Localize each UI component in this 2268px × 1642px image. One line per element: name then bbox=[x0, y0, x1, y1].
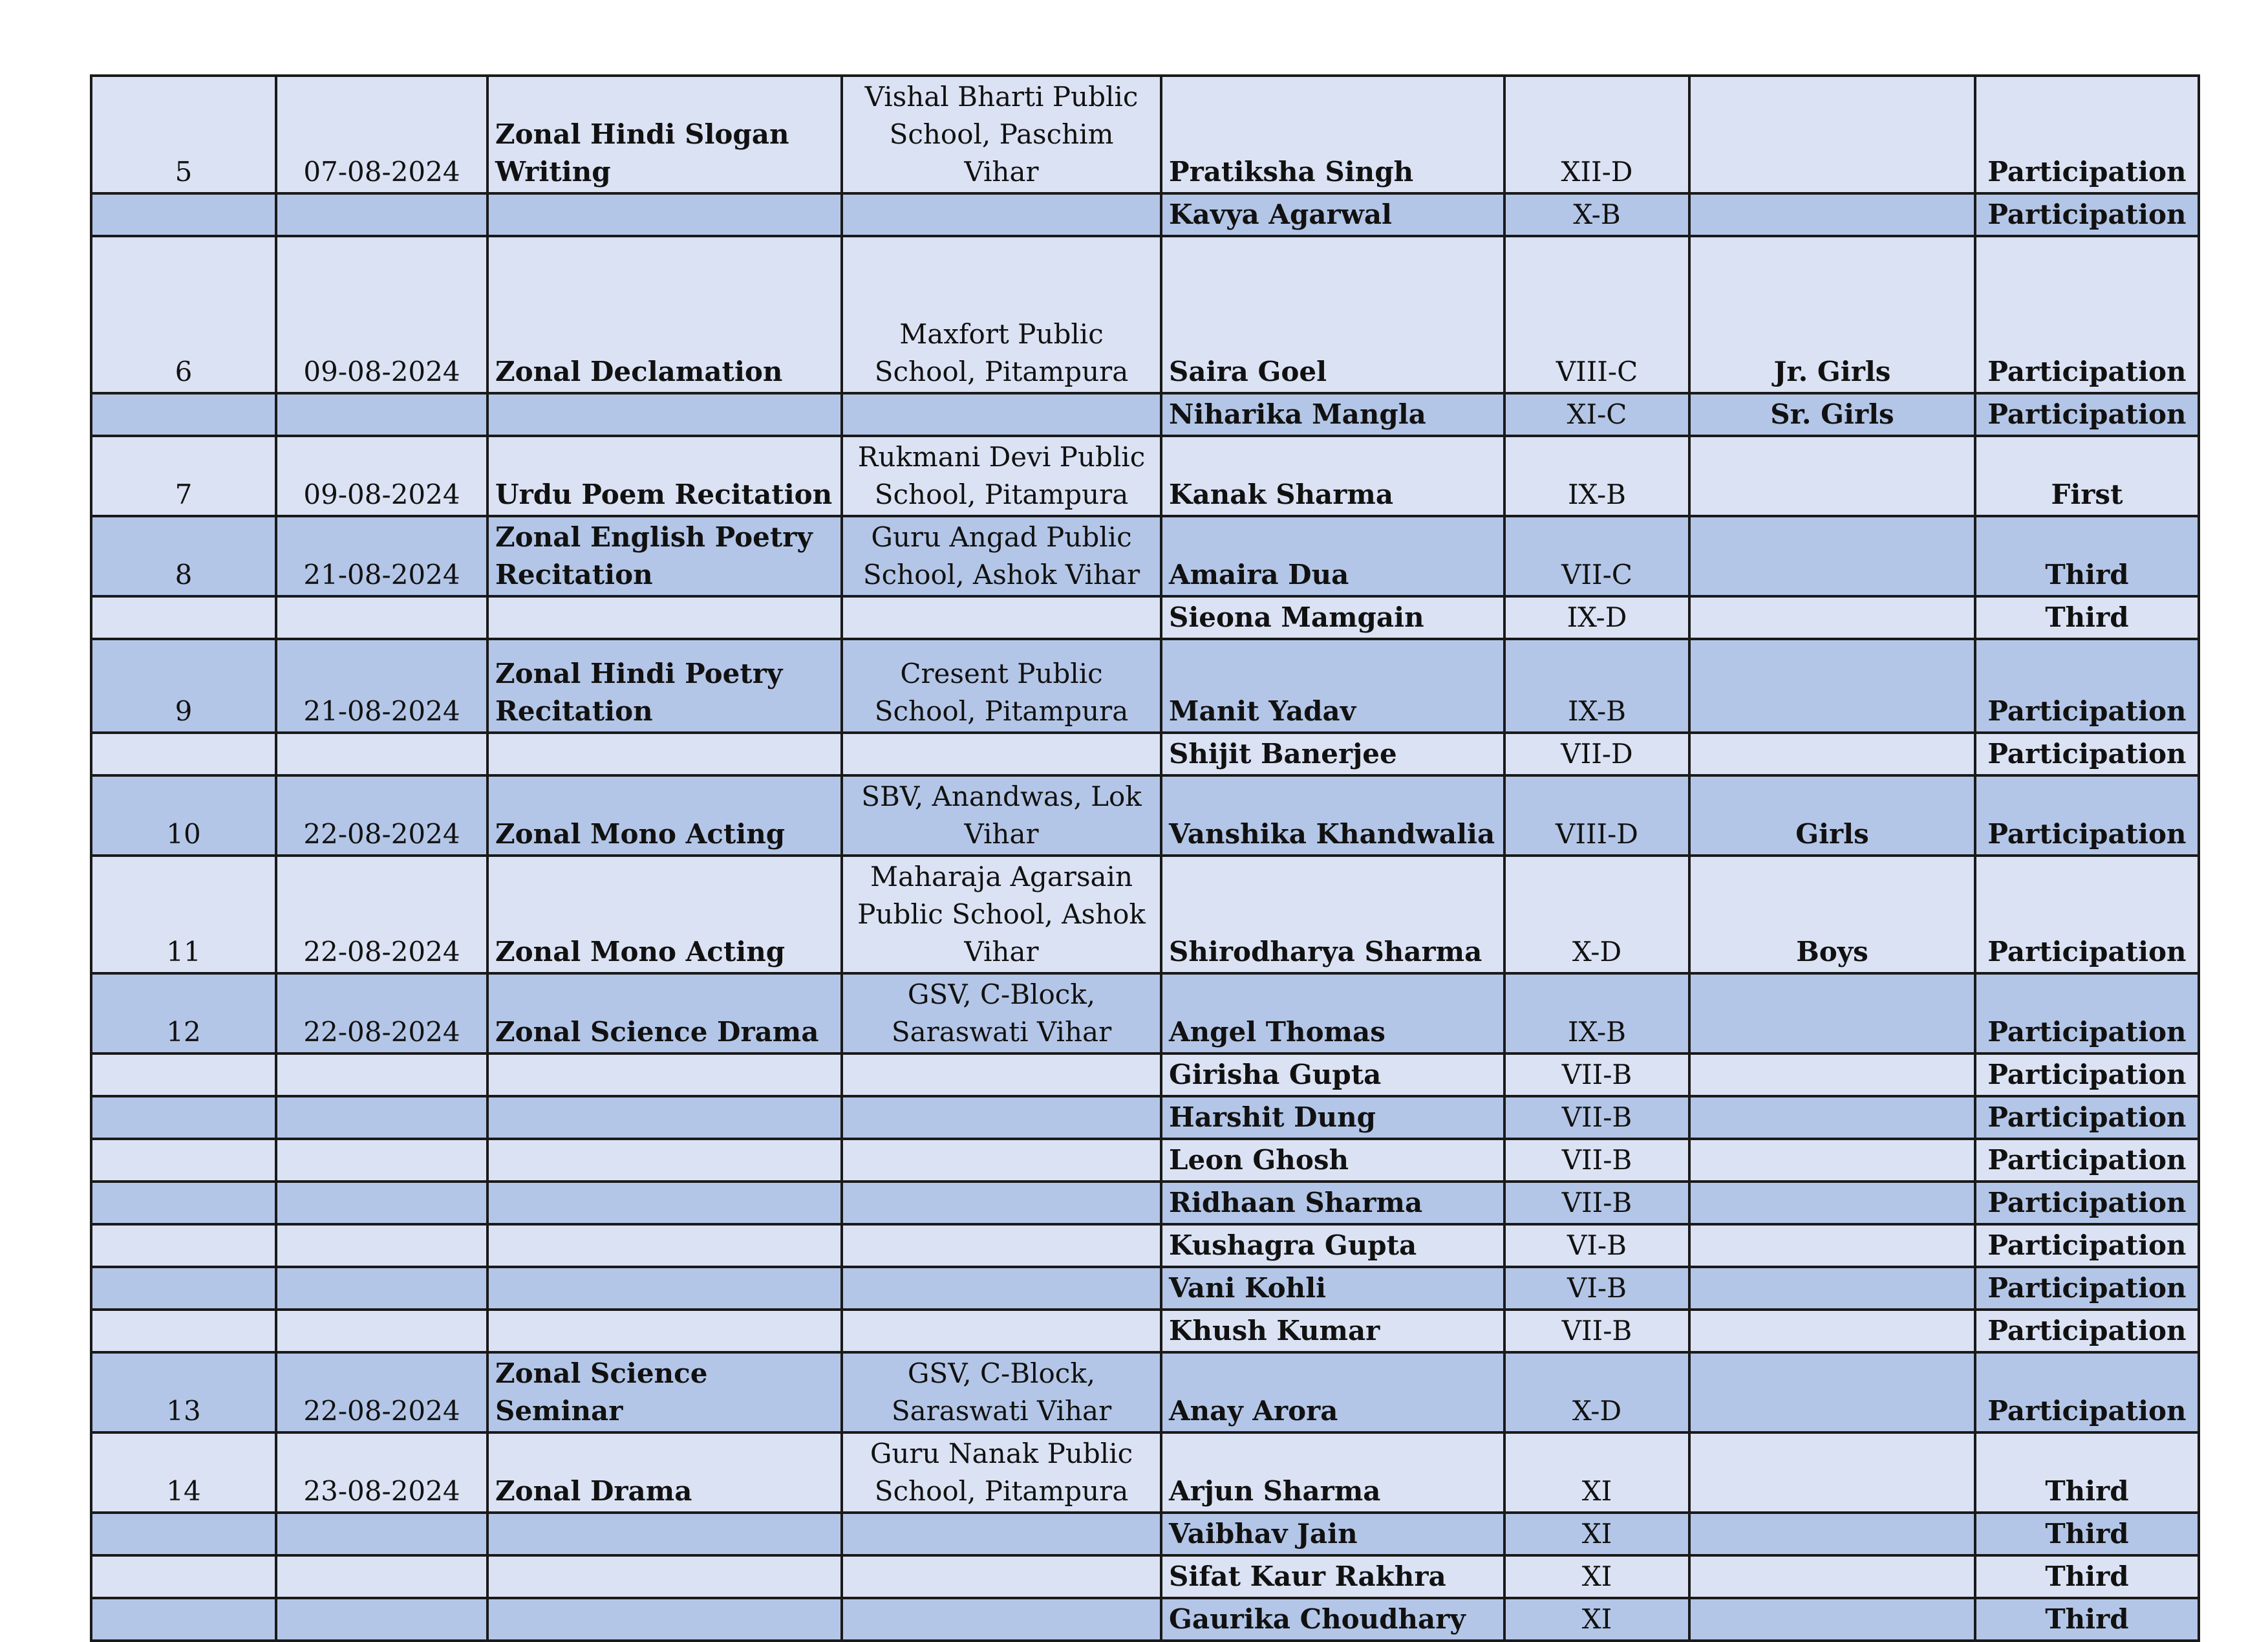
result-cell: Third bbox=[1975, 1598, 2199, 1641]
category-cell bbox=[1689, 1352, 1975, 1432]
category-cell bbox=[1689, 733, 1975, 775]
student-name-cell: Shirodharya Sharma bbox=[1161, 856, 1504, 973]
result-cell: Participation bbox=[1975, 1352, 2199, 1432]
date-cell bbox=[276, 1182, 487, 1224]
student-name-cell: Gaurika Choudhary bbox=[1161, 1598, 1504, 1641]
venue-cell bbox=[842, 596, 1161, 639]
class-cell: IX-B bbox=[1504, 639, 1689, 733]
student-name-cell: Kavya Agarwal bbox=[1161, 193, 1504, 236]
category-cell: Boys bbox=[1689, 856, 1975, 973]
result-cell: Participation bbox=[1975, 856, 2199, 973]
competition-cell: Zonal Mono Acting bbox=[487, 856, 842, 973]
venue-cell: Rukmani Devi Public School, Pitampura bbox=[842, 436, 1161, 516]
category-cell bbox=[1689, 1096, 1975, 1139]
category-cell bbox=[1689, 193, 1975, 236]
category-cell: Jr. Girls bbox=[1689, 236, 1975, 393]
result-cell: Participation bbox=[1975, 76, 2199, 193]
student-name-cell: Vanshika Khandwalia bbox=[1161, 775, 1504, 856]
student-name-cell: Kushagra Gupta bbox=[1161, 1224, 1504, 1267]
date-cell bbox=[276, 1267, 487, 1310]
venue-cell: Guru Angad Public School, Ashok Vihar bbox=[842, 516, 1161, 596]
table-row bbox=[91, 1053, 2199, 1096]
serial-number-cell: 7 bbox=[91, 436, 276, 516]
student-name-cell: Shijit Banerjee bbox=[1161, 733, 1504, 775]
serial-number-cell: 11 bbox=[91, 856, 276, 973]
date-cell: 07-08-2024 bbox=[276, 76, 487, 193]
serial-number-cell bbox=[91, 193, 276, 236]
table-row bbox=[91, 639, 2199, 733]
competition-cell: Zonal Science Seminar bbox=[487, 1352, 842, 1432]
category-cell bbox=[1689, 1432, 1975, 1513]
date-cell: 22-08-2024 bbox=[276, 1352, 487, 1432]
class-cell: X-B bbox=[1504, 193, 1689, 236]
result-cell: Participation bbox=[1975, 1053, 2199, 1096]
table-row bbox=[91, 76, 2199, 193]
serial-number-cell bbox=[91, 1513, 276, 1555]
date-cell bbox=[276, 1053, 487, 1096]
category-cell bbox=[1689, 436, 1975, 516]
serial-number-cell bbox=[91, 733, 276, 775]
table-row bbox=[91, 1598, 2199, 1641]
result-cell: Participation bbox=[1975, 973, 2199, 1053]
result-cell: Participation bbox=[1975, 1139, 2199, 1182]
date-cell: 21-08-2024 bbox=[276, 639, 487, 733]
table-row bbox=[91, 1096, 2199, 1139]
serial-number-cell: 10 bbox=[91, 775, 276, 856]
competition-cell: Zonal Hindi Slogan Writing bbox=[487, 76, 842, 193]
class-cell: XI bbox=[1504, 1555, 1689, 1598]
competition-cell bbox=[487, 1096, 842, 1139]
result-cell: Participation bbox=[1975, 193, 2199, 236]
table-row bbox=[91, 1555, 2199, 1598]
competition-cell bbox=[487, 1555, 842, 1598]
student-name-cell: Amaira Dua bbox=[1161, 516, 1504, 596]
result-cell: Third bbox=[1975, 516, 2199, 596]
date-cell bbox=[276, 393, 487, 436]
table-row bbox=[91, 775, 2199, 856]
table-row bbox=[91, 436, 2199, 516]
student-name-cell: Kanak Sharma bbox=[1161, 436, 1504, 516]
date-cell: 22-08-2024 bbox=[276, 775, 487, 856]
serial-number-cell bbox=[91, 1182, 276, 1224]
category-cell bbox=[1689, 1555, 1975, 1598]
category-cell bbox=[1689, 596, 1975, 639]
result-cell: Participation bbox=[1975, 1267, 2199, 1310]
competition-cell: Zonal Declamation bbox=[487, 236, 842, 393]
category-cell bbox=[1689, 516, 1975, 596]
result-cell: Third bbox=[1975, 596, 2199, 639]
date-cell bbox=[276, 1310, 487, 1352]
venue-cell bbox=[842, 193, 1161, 236]
class-cell: VII-C bbox=[1504, 516, 1689, 596]
class-cell: XI bbox=[1504, 1513, 1689, 1555]
serial-number-cell: 13 bbox=[91, 1352, 276, 1432]
competition-cell bbox=[487, 393, 842, 436]
category-cell bbox=[1689, 973, 1975, 1053]
table-row bbox=[91, 973, 2199, 1053]
table-row bbox=[91, 1224, 2199, 1267]
table-row bbox=[91, 1267, 2199, 1310]
serial-number-cell: 5 bbox=[91, 76, 276, 193]
venue-cell bbox=[842, 1139, 1161, 1182]
venue-cell: Cresent Public School, Pitampura bbox=[842, 639, 1161, 733]
class-cell: VI-B bbox=[1504, 1224, 1689, 1267]
venue-cell: GSV, C-Block, Saraswati Vihar bbox=[842, 973, 1161, 1053]
student-name-cell: Harshit Dung bbox=[1161, 1096, 1504, 1139]
serial-number-cell: 12 bbox=[91, 973, 276, 1053]
competition-cell bbox=[487, 1267, 842, 1310]
serial-number-cell bbox=[91, 1267, 276, 1310]
category-cell bbox=[1689, 1267, 1975, 1310]
venue-cell bbox=[842, 1096, 1161, 1139]
competition-cell: Zonal Hindi Poetry Recitation bbox=[487, 639, 842, 733]
serial-number-cell bbox=[91, 1310, 276, 1352]
student-name-cell: Arjun Sharma bbox=[1161, 1432, 1504, 1513]
date-cell: 23-08-2024 bbox=[276, 1432, 487, 1513]
date-cell bbox=[276, 1139, 487, 1182]
class-cell: XI-C bbox=[1504, 393, 1689, 436]
category-cell bbox=[1689, 1513, 1975, 1555]
competition-cell bbox=[487, 733, 842, 775]
table-row bbox=[91, 596, 2199, 639]
competition-cell bbox=[487, 596, 842, 639]
result-cell: Participation bbox=[1975, 1310, 2199, 1352]
class-cell: VIII-D bbox=[1504, 775, 1689, 856]
student-name-cell: Khush Kumar bbox=[1161, 1310, 1504, 1352]
venue-cell: GSV, C-Block, Saraswati Vihar bbox=[842, 1352, 1161, 1432]
class-cell: XII-D bbox=[1504, 76, 1689, 193]
competition-cell bbox=[487, 1310, 842, 1352]
serial-number-cell bbox=[91, 1139, 276, 1182]
serial-number-cell bbox=[91, 1053, 276, 1096]
student-name-cell: Vaibhav Jain bbox=[1161, 1513, 1504, 1555]
date-cell: 09-08-2024 bbox=[276, 436, 487, 516]
result-cell: Third bbox=[1975, 1513, 2199, 1555]
competition-cell: Zonal Mono Acting bbox=[487, 775, 842, 856]
serial-number-cell bbox=[91, 596, 276, 639]
venue-cell bbox=[842, 1053, 1161, 1096]
competition-cell bbox=[487, 1224, 842, 1267]
serial-number-cell bbox=[91, 1224, 276, 1267]
category-cell bbox=[1689, 76, 1975, 193]
table-row bbox=[91, 856, 2199, 973]
class-cell: X-D bbox=[1504, 856, 1689, 973]
date-cell: 21-08-2024 bbox=[276, 516, 487, 596]
result-cell: Participation bbox=[1975, 639, 2199, 733]
date-cell: 22-08-2024 bbox=[276, 973, 487, 1053]
student-name-cell: Manit Yadav bbox=[1161, 639, 1504, 733]
result-cell: Participation bbox=[1975, 1224, 2199, 1267]
table-row bbox=[91, 193, 2199, 236]
result-cell: Participation bbox=[1975, 733, 2199, 775]
competition-cell bbox=[487, 1182, 842, 1224]
class-cell: IX-D bbox=[1504, 596, 1689, 639]
venue-cell bbox=[842, 1224, 1161, 1267]
venue-cell bbox=[842, 1310, 1161, 1352]
class-cell: VII-B bbox=[1504, 1310, 1689, 1352]
class-cell: VII-D bbox=[1504, 733, 1689, 775]
date-cell: 09-08-2024 bbox=[276, 236, 487, 393]
competition-cell bbox=[487, 193, 842, 236]
result-cell: Participation bbox=[1975, 393, 2199, 436]
category-cell bbox=[1689, 1053, 1975, 1096]
venue-cell bbox=[842, 1598, 1161, 1641]
venue-cell bbox=[842, 733, 1161, 775]
date-cell bbox=[276, 1555, 487, 1598]
student-name-cell: Ridhaan Sharma bbox=[1161, 1182, 1504, 1224]
class-cell: VI-B bbox=[1504, 1267, 1689, 1310]
date-cell bbox=[276, 1224, 487, 1267]
table-row bbox=[91, 733, 2199, 775]
class-cell: VII-B bbox=[1504, 1096, 1689, 1139]
venue-cell: Vishal Bharti Public School, Paschim Vihar bbox=[842, 76, 1161, 193]
class-cell: XI bbox=[1504, 1432, 1689, 1513]
competition-cell bbox=[487, 1139, 842, 1182]
result-cell: Participation bbox=[1975, 775, 2199, 856]
competition-cell bbox=[487, 1513, 842, 1555]
category-cell: Girls bbox=[1689, 775, 1975, 856]
class-cell: XI bbox=[1504, 1598, 1689, 1641]
venue-cell: SBV, Anandwas, Lok Vihar bbox=[842, 775, 1161, 856]
student-name-cell: Sifat Kaur Rakhra bbox=[1161, 1555, 1504, 1598]
result-cell: Participation bbox=[1975, 236, 2199, 393]
class-cell: VII-B bbox=[1504, 1182, 1689, 1224]
venue-cell: Maxfort Public School, Pitampura bbox=[842, 236, 1161, 393]
category-cell bbox=[1689, 639, 1975, 733]
results-table-body bbox=[91, 76, 2199, 1641]
category-cell bbox=[1689, 1139, 1975, 1182]
class-cell: VIII-C bbox=[1504, 236, 1689, 393]
table-row bbox=[91, 393, 2199, 436]
date-cell: 22-08-2024 bbox=[276, 856, 487, 973]
serial-number-cell bbox=[91, 393, 276, 436]
table-row bbox=[91, 1352, 2199, 1432]
serial-number-cell: 8 bbox=[91, 516, 276, 596]
table-row bbox=[91, 1432, 2199, 1513]
competition-cell: Zonal Drama bbox=[487, 1432, 842, 1513]
result-cell: Third bbox=[1975, 1555, 2199, 1598]
serial-number-cell bbox=[91, 1598, 276, 1641]
category-cell: Sr. Girls bbox=[1689, 393, 1975, 436]
results-table bbox=[90, 74, 2200, 1642]
student-name-cell: Vani Kohli bbox=[1161, 1267, 1504, 1310]
date-cell bbox=[276, 1096, 487, 1139]
date-cell bbox=[276, 193, 487, 236]
table-row bbox=[91, 516, 2199, 596]
category-cell bbox=[1689, 1182, 1975, 1224]
category-cell bbox=[1689, 1224, 1975, 1267]
venue-cell bbox=[842, 1267, 1161, 1310]
student-name-cell: Leon Ghosh bbox=[1161, 1139, 1504, 1182]
result-cell: First bbox=[1975, 436, 2199, 516]
result-cell: Participation bbox=[1975, 1096, 2199, 1139]
competition-cell: Zonal English Poetry Recitation bbox=[487, 516, 842, 596]
date-cell bbox=[276, 1598, 487, 1641]
table-row bbox=[91, 1513, 2199, 1555]
venue-cell bbox=[842, 1182, 1161, 1224]
class-cell: VII-B bbox=[1504, 1053, 1689, 1096]
student-name-cell: Girisha Gupta bbox=[1161, 1053, 1504, 1096]
date-cell bbox=[276, 596, 487, 639]
table-row bbox=[91, 1139, 2199, 1182]
venue-cell: Maharaja Agarsain Public School, Ashok Vihar bbox=[842, 856, 1161, 973]
date-cell bbox=[276, 1513, 487, 1555]
date-cell bbox=[276, 733, 487, 775]
venue-cell bbox=[842, 1555, 1161, 1598]
student-name-cell: Anay Arora bbox=[1161, 1352, 1504, 1432]
serial-number-cell: 14 bbox=[91, 1432, 276, 1513]
venue-cell: Guru Nanak Public School, Pitampura bbox=[842, 1432, 1161, 1513]
result-cell: Third bbox=[1975, 1432, 2199, 1513]
serial-number-cell bbox=[91, 1555, 276, 1598]
result-cell: Participation bbox=[1975, 1182, 2199, 1224]
venue-cell bbox=[842, 393, 1161, 436]
student-name-cell: Angel Thomas bbox=[1161, 973, 1504, 1053]
category-cell bbox=[1689, 1598, 1975, 1641]
student-name-cell: Niharika Mangla bbox=[1161, 393, 1504, 436]
venue-cell bbox=[842, 1513, 1161, 1555]
student-name-cell: Saira Goel bbox=[1161, 236, 1504, 393]
table-row bbox=[91, 1310, 2199, 1352]
competition-cell bbox=[487, 1598, 842, 1641]
class-cell: VII-B bbox=[1504, 1139, 1689, 1182]
class-cell: X-D bbox=[1504, 1352, 1689, 1432]
competition-cell bbox=[487, 1053, 842, 1096]
table-row bbox=[91, 1182, 2199, 1224]
category-cell bbox=[1689, 1310, 1975, 1352]
class-cell: IX-B bbox=[1504, 973, 1689, 1053]
competition-cell: Urdu Poem Recitation bbox=[487, 436, 842, 516]
serial-number-cell: 6 bbox=[91, 236, 276, 393]
table-row bbox=[91, 236, 2199, 393]
serial-number-cell bbox=[91, 1096, 276, 1139]
student-name-cell: Pratiksha Singh bbox=[1161, 76, 1504, 193]
serial-number-cell: 9 bbox=[91, 639, 276, 733]
class-cell: IX-B bbox=[1504, 436, 1689, 516]
student-name-cell: Sieona Mamgain bbox=[1161, 596, 1504, 639]
competition-cell: Zonal Science Drama bbox=[487, 973, 842, 1053]
